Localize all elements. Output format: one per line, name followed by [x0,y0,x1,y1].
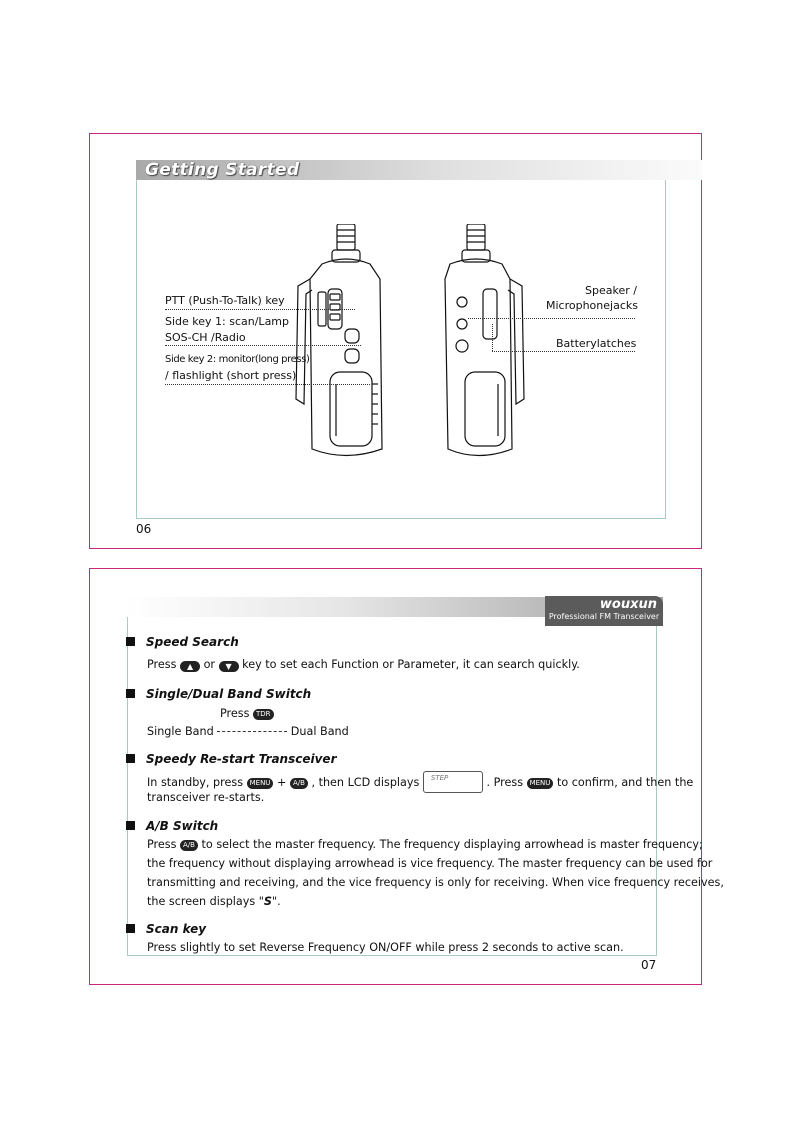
page-number: 06 [136,522,152,536]
label-speaker: Speaker / [585,284,637,297]
text: . Press [486,776,524,789]
section-title: Single/Dual Band Switch [146,687,312,701]
text: ". [271,895,281,908]
bidirectional-arrow-icon [217,731,287,732]
leader-side-key-1 [165,345,361,346]
text: the screen displays " [147,895,264,908]
menu-key-icon: MENU [247,778,274,789]
ab-switch-line-2: the frequency without displaying arrowhead is vice frequency. The master frequency can be used for [147,857,713,870]
lcd-text: STEP [430,774,449,782]
bullet-square-icon [126,637,135,646]
text: Press [220,707,250,720]
bullet-square-icon [126,924,135,933]
text: key to set each Function or Parameter, it can search quickly. [242,658,580,671]
brand-tagline: Professional FM Transceiver [548,612,660,621]
label-mic-jacks: Microphonejacks [546,299,638,312]
brand-logo [545,596,663,626]
section-speed-search [126,635,239,649]
radio-illustration [290,224,540,464]
label-sos: SOS-CH /Radio [165,331,246,344]
leader-ptt [165,309,355,310]
leader-side-key-2 [165,384,370,385]
section-ab-switch [126,819,218,833]
leader-speaker [468,318,635,319]
section-title: Speed Search [146,635,239,649]
label-battery-latches: Batterylatches [556,337,637,350]
section-scan-key [126,922,206,936]
section-title: Speedy Re-start Transceiver [146,752,337,766]
text: to select the master frequency. The frequency displaying arrowhead is master frequency; [201,838,703,851]
lcd-display [423,771,483,793]
tdr-key-icon: TDR [253,709,274,720]
dual-band-label: Dual Band [290,725,349,738]
section-title: A/B Switch [146,819,219,833]
page-number: 07 [641,958,657,972]
label-side-key-1: Side key 1: scan/Lamp [165,315,290,328]
header-band [136,160,702,180]
label-side-key-2a: Side key 2: monitor(long press) [165,354,310,365]
ab-switch-line-3: transmitting and receiving, and the vice frequency is only for receiving. When vice frequency receives, [147,876,724,889]
band-switch-press [220,707,274,720]
label-ptt: PTT (Push-To-Talk) key [165,294,285,307]
section-band-switch [126,687,311,701]
vice-indicator-s: S [263,895,272,908]
restart-line-2: transceiver re-starts. [147,791,265,804]
text: Press [147,838,177,851]
manual-page-06 [89,133,702,549]
ab-key-icon: A/B [290,778,308,789]
text: + [277,776,287,789]
bullet-square-icon [126,754,135,763]
ab-switch-line-4 [147,895,281,908]
ab-key-icon: A/B [180,840,198,851]
up-arrow-key-icon: ▲ [180,661,200,672]
manual-page-07 [89,568,724,985]
section-title: Scan key [146,922,207,936]
leader-battery [492,351,635,352]
text: or [203,658,216,671]
single-band-label: Single Band [147,725,214,738]
section-restart [126,752,336,766]
restart-line-1 [147,771,693,793]
bullet-square-icon [126,689,135,698]
bullet-square-icon [126,821,135,830]
band-switch-diagram [147,725,349,738]
menu-key-icon: MENU [527,778,554,789]
leader-battery-v [492,324,493,351]
scan-key-text: Press slightly to set Reverse Frequency ON/OFF while press 2 seconds to active scan. [147,941,624,954]
down-arrow-key-icon: ▼ [219,661,239,672]
label-side-key-2b: / flashlight (short press) [165,369,297,382]
text: In standby, press [147,776,244,789]
text: Press [147,658,177,671]
ab-switch-line-1 [147,838,703,851]
brand-name: wouxun [599,597,657,612]
speed-search-text [147,658,580,672]
text: , then LCD displays [311,776,420,789]
text: to confirm, and then the [556,776,694,789]
page-title: Getting Started [145,160,300,180]
